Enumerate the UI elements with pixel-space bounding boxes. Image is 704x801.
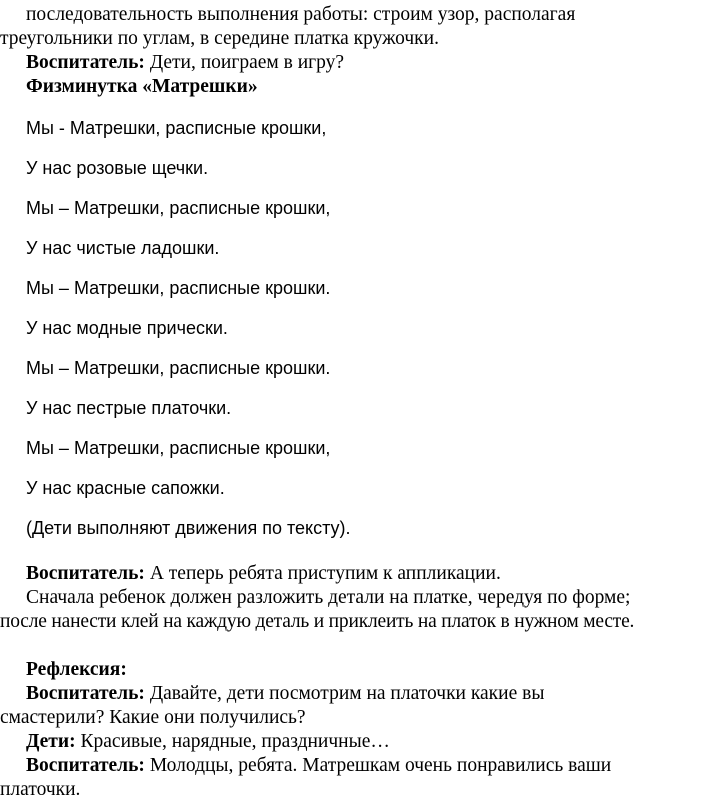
reflection-title: Рефлексия: [26, 659, 127, 680]
educator-closing [26, 754, 611, 777]
speaker-label: Дети: [26, 731, 76, 752]
poem-line: Мы – Матрешки, расписные крошки. [26, 358, 331, 378]
poem-line: У нас пестрые платочки. [26, 398, 232, 418]
applique-instruction-line-2: после нанести клей на каждую деталь и приклеить на платок в нужном месте. [0, 611, 635, 632]
educator-applique [26, 562, 501, 585]
poem-line: У нас чистые ладошки. [26, 238, 220, 258]
question-line-2: смастерили? Какие они получились? [0, 707, 306, 728]
game-invite-text: Дети, поиграем в игру? [149, 52, 345, 73]
speaker-label: Воспитатель: [26, 52, 145, 73]
poem-line: У нас розовые щечки. [26, 158, 209, 178]
speaker-label: Воспитатель: [26, 563, 145, 584]
exercise-title: Физминутка «Матрешки» [26, 76, 258, 97]
poem-line: Мы – Матрешки, расписные крошки. [26, 278, 331, 298]
educator-game-invite [26, 51, 344, 74]
closing-line-2: платочки. [0, 779, 81, 800]
poem-line: Мы - Матрешки, расписные крошки, [26, 118, 327, 138]
speaker-label: Воспитатель: [26, 683, 145, 704]
closing-text: Молодцы, ребята. Матрешкам очень понравились ваши [149, 755, 612, 776]
poem-line: У нас модные прически. [26, 318, 228, 338]
poem-stage-direction: (Дети выполняют движения по тексту). [26, 518, 351, 538]
applique-instruction-line-1: Сначала ребенок должен разложить детали на платке, чередуя по форме; [26, 587, 631, 608]
poem-line: Мы – Матрешки, расписные крошки, [26, 198, 331, 218]
educator-question [26, 682, 544, 705]
answer-text: Красивые, нарядные, праздничные… [80, 731, 390, 752]
children-answer [26, 730, 390, 753]
intro-line-2: треугольники по углам, в середине платка кружочки. [0, 28, 439, 49]
question-text: Давайте, дети посмотрим на платочки какие вы [149, 683, 545, 704]
poem-line: У нас красные сапожки. [26, 478, 225, 498]
speaker-label: Воспитатель: [26, 755, 145, 776]
intro-line-1: последовательность выполнения работы: строим узор, располагая [26, 4, 576, 25]
applique-text: А теперь ребята приступим к аппликации. [149, 563, 501, 584]
poem-line: Мы – Матрешки, расписные крошки, [26, 438, 331, 458]
